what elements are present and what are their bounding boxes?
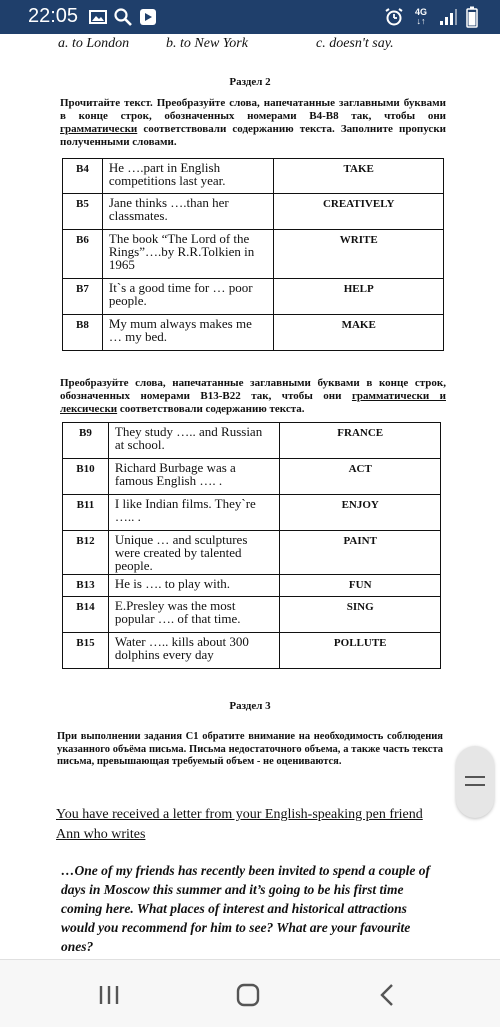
scroll-handle-button[interactable] <box>456 746 494 818</box>
image-icon <box>88 7 108 27</box>
partb-table <box>62 422 441 669</box>
row-sentence: Water ….. kills about 300 dolphins every day <box>108 633 280 669</box>
row-sentence: My mum always makes me … my bed. <box>102 315 274 351</box>
battery-icon <box>466 6 478 28</box>
section2-table <box>62 158 444 351</box>
row-number: В8 <box>63 315 103 351</box>
table-row <box>63 230 444 279</box>
row-number: В4 <box>63 159 103 194</box>
recent-apps-button[interactable] <box>94 980 124 1010</box>
row-keyword: CREATIVELY <box>274 194 444 230</box>
row-keyword: HELP <box>274 279 444 315</box>
row-keyword: MAKE <box>274 315 444 351</box>
row-keyword: FRANCE <box>280 423 441 459</box>
table-row <box>63 315 444 351</box>
row-number: В9 <box>63 423 109 459</box>
row-sentence: Richard Burbage was a famous English …. . <box>108 459 280 495</box>
section2-instruction <box>60 97 446 149</box>
row-keyword: ENJOY <box>280 495 441 531</box>
row-sentence: He is …. to play with. <box>108 575 280 597</box>
row-sentence: I like Indian films. They`re ….. . <box>108 495 280 531</box>
status-bar <box>0 0 500 34</box>
row-number: В13 <box>63 575 109 597</box>
row-keyword: ACT <box>280 459 441 495</box>
back-button[interactable] <box>373 980 403 1010</box>
row-sentence: E.Presley was the most popular …. of that time. <box>108 597 280 633</box>
table-row <box>63 279 444 315</box>
home-button[interactable] <box>233 980 263 1010</box>
messenger-icon <box>138 7 158 27</box>
row-number: В14 <box>63 597 109 633</box>
row-number: В6 <box>63 230 103 279</box>
option-a: a. to London <box>58 36 130 51</box>
letter-intro: You have received a letter from your English-speaking pen friend Ann who writes <box>56 807 423 842</box>
network-label: 4G <box>414 7 427 17</box>
row-number: В7 <box>63 279 103 315</box>
navigation-bar <box>0 959 500 1027</box>
row-keyword: PAINT <box>280 531 441 575</box>
row-number: В15 <box>63 633 109 669</box>
table-row <box>63 531 441 575</box>
table-row <box>63 597 441 633</box>
instruction-text: Преобразуйте слова, напечатанные заглавными буквами в конце строк, обозначенных номерами В13-В22 так, чтобы они <box>60 377 446 402</box>
alarm-icon <box>384 7 404 27</box>
partb-instruction <box>60 377 446 416</box>
row-keyword: TAKE <box>274 159 444 194</box>
row-sentence: They study ….. and Russian at school. <box>108 423 280 459</box>
row-sentence: It`s a good time for … poor people. <box>102 279 274 315</box>
instruction-text: Прочитайте текст. Преобразуйте слова, напечатанные заглавными буквами в конце строк, обозначенных номерами В4-В8 так, чтобы они <box>60 97 446 122</box>
row-number: В11 <box>63 495 109 531</box>
table-row <box>63 575 441 597</box>
instruction-text: соответствовали содержанию текста. Заполните пропуски полученными словами. <box>60 123 446 148</box>
table-row <box>63 459 441 495</box>
instruction-text: соответствовали содержанию текста. <box>117 403 305 415</box>
row-sentence: He ….part in English competitions last year. <box>102 159 274 194</box>
row-keyword: POLLUTE <box>280 633 441 669</box>
table-row <box>63 495 441 531</box>
status-time: 22:05 <box>28 5 79 27</box>
row-sentence: Jane thinks ….than her classmates. <box>102 194 274 230</box>
search-icon <box>113 7 133 27</box>
row-keyword: SING <box>280 597 441 633</box>
table-row <box>63 159 444 194</box>
row-number: В5 <box>63 194 103 230</box>
row-number: В12 <box>63 531 109 575</box>
row-sentence: Unique … and sculptures were created by talented people. <box>108 531 280 575</box>
section3-instruction: При выполнении задания С1 обратите внимание на необходимость соблюдения указанного объёма письма. Письма недостаточного объема, а также часть текста письма, превышающая требуемый объем - не оцениваются. <box>57 731 443 767</box>
letter-body: …One of my friends has recently been invited to spend a couple of days in Moscow this summer and it’s going to be his first time coming here. What places of interest and historical attractions would you recommend for him to see? What are your favourite ones? <box>61 863 430 954</box>
instruction-underlined: грамматически и лексически <box>60 390 446 415</box>
instruction-underlined: грамматически <box>60 123 138 135</box>
signal-icon <box>438 7 458 27</box>
table-row <box>63 194 444 230</box>
row-sentence: The book “The Lord of the Rings”….by R.R.Tolkien in 1965 <box>102 230 274 279</box>
row-number: В10 <box>63 459 109 495</box>
document-page[interactable] <box>0 34 500 959</box>
section2-title: Раздел 2 <box>229 76 271 88</box>
option-b: b. to New York <box>166 36 248 51</box>
row-keyword: WRITE <box>274 230 444 279</box>
network-indicator: 4G ↓↑ <box>414 7 427 26</box>
table-row <box>63 423 441 459</box>
table-row <box>63 633 441 669</box>
option-c: c. doesn't say. <box>316 36 394 51</box>
section3-title: Раздел 3 <box>229 700 271 712</box>
row-keyword: FUN <box>280 575 441 597</box>
